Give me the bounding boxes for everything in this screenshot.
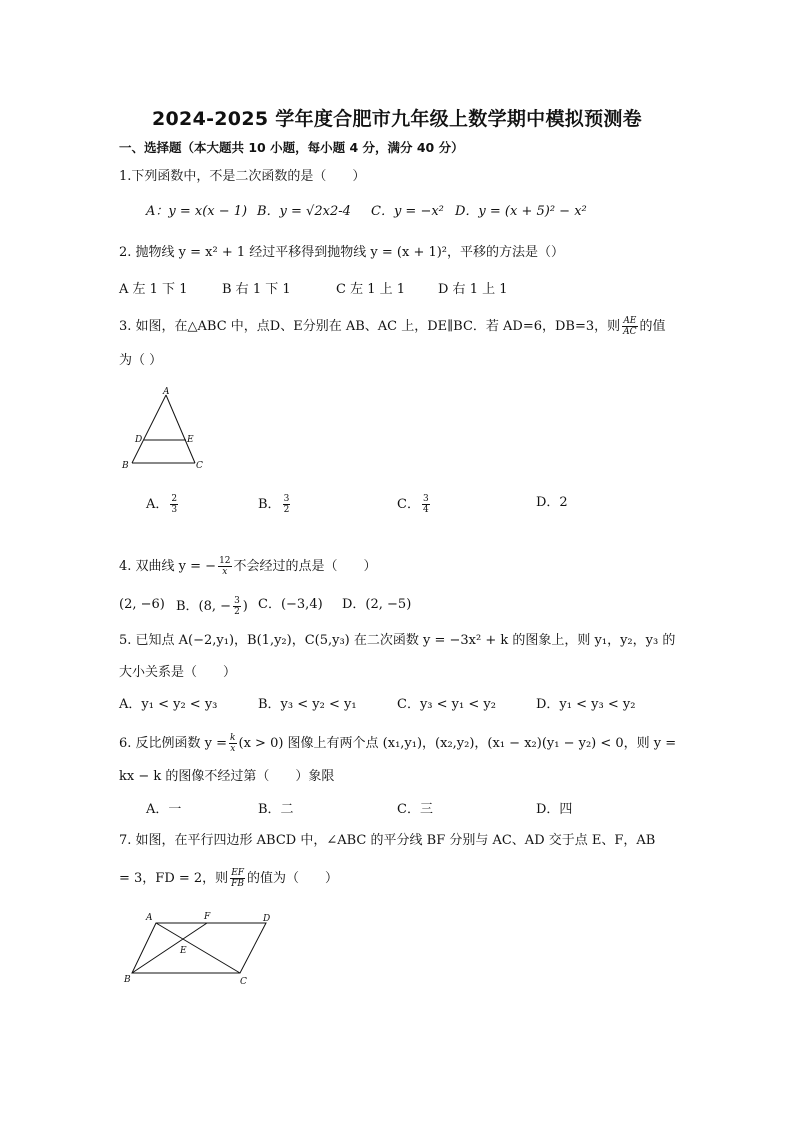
q2-option-b: B 右 1 下 1 bbox=[222, 282, 291, 297]
q1-stem: 1.下列函数中，不是二次函数的是（ ） bbox=[119, 169, 366, 184]
q6-stem-line2: kx − k 的图像不经过第（ ）象限 bbox=[119, 769, 335, 784]
q7-parallelogram-figure bbox=[118, 905, 283, 990]
q4-stem: 4. 双曲线 y = − $\frac{12}{x}$ 不会经过的点是（ ） bbox=[119, 556, 377, 577]
section-heading: 一、选择题（本大题共 10 小题，每小题 4 分，满分 40 分） bbox=[119, 140, 464, 155]
q3-stem-text: 3. 如图，在△ABC 中，点D、E分别在 AB、AC 上，DE∥BC．若 AD=6，DB=3，则 bbox=[119, 319, 621, 334]
q1-option-d: D．y = (x + 5)² − x² bbox=[455, 204, 587, 219]
q6-option-c: C．三 bbox=[397, 802, 433, 817]
q2-option-c: C 左 1 上 1 bbox=[336, 282, 406, 297]
figure-label-d: D bbox=[263, 914, 271, 924]
q3-option-d: D．2 bbox=[536, 495, 568, 510]
parallelogram-abcd bbox=[132, 923, 266, 973]
segment-ab bbox=[132, 395, 166, 463]
page-title: 2024-2025 学年度合肥市九年级上数学期中模拟预测卷 bbox=[152, 108, 642, 130]
figure-label-a: A bbox=[146, 913, 153, 923]
q3-frac-num: AE bbox=[623, 316, 637, 326]
q3-option-b: B． $\frac{3}{2}$ bbox=[258, 494, 290, 515]
segment-ac bbox=[166, 395, 195, 463]
q5-option-c: C．y₃ < y₁ < y₂ bbox=[397, 697, 496, 712]
q7-stem-line2: = 3，FD = 2，则 $\frac{EF}{FB}$ 的值为（ ） bbox=[119, 868, 339, 889]
q7-stem-line1: 7. 如图，在平行四边形 ABCD 中，∠ABC 的平分线 BF 分别与 AC、AD 交于点 E、F，AB bbox=[119, 833, 656, 848]
figure-label-c: C bbox=[196, 461, 203, 471]
q3-frac-den: AC bbox=[623, 327, 637, 337]
q6-stem-line1: 6. 反比例函数 y = $\frac{k}{x}$ (x > 0) 图像上有两个点 (x₁,y₁)，(x₂,y₂)，(x₁ − x₂)(y₁ − y₂) < 0，则 y = bbox=[119, 733, 677, 754]
q5-stem-line1: 5. 已知点 A(−2,y₁)，B(1,y₂)，C(5,y₃) 在二次函数 y = −3x² + k 的图象上，则 y₁，y₂，y₃ 的 bbox=[119, 633, 676, 648]
q1-option-a: A：y = x(x − 1) bbox=[146, 204, 248, 219]
q2-option-a: A 左 1 下 1 bbox=[119, 282, 188, 297]
q4-option-b: B．(8, − $\frac{3}{2}$ ) bbox=[176, 596, 248, 617]
q3-stem-end: 的值 bbox=[639, 319, 666, 334]
q4-option-a: (2, −6) bbox=[119, 597, 165, 612]
figure-label-c: C bbox=[240, 977, 247, 987]
q4-option-c: C．(−3,4) bbox=[258, 597, 323, 612]
q1-option-b: B．y = √2x2-4 bbox=[257, 204, 351, 219]
q2-stem: 2. 抛物线 y = x² + 1 经过平移得到抛物线 y = (x + 1)²，平移的方法是（） bbox=[119, 245, 565, 260]
q5-stem-line2: 大小关系是（ ） bbox=[119, 665, 237, 680]
q6-option-b: B．二 bbox=[258, 802, 294, 817]
q1-option-c: C．y = −x² bbox=[371, 204, 444, 219]
figure-label-e: E bbox=[187, 435, 194, 445]
figure-label-d: D bbox=[135, 435, 143, 445]
q3-fraction bbox=[622, 316, 637, 337]
q3-option-c: C． $\frac{3}{4}$ bbox=[397, 494, 429, 515]
figure-label-f: F bbox=[204, 912, 211, 922]
q3-stem-line2: 为（ ） bbox=[119, 353, 163, 368]
figure-label-a: A bbox=[163, 387, 170, 397]
q5-option-b: B．y₃ < y₂ < y₁ bbox=[258, 697, 357, 712]
figure-label-e: E bbox=[180, 946, 187, 956]
q6-option-a: A．一 bbox=[146, 802, 182, 817]
q3-option-a: A． $\frac{2}{3}$ bbox=[146, 494, 178, 515]
q5-option-a: A．y₁ < y₂ < y₃ bbox=[119, 697, 218, 712]
q4-option-d: D．(2, −5) bbox=[342, 597, 412, 612]
q5-option-d: D．y₁ < y₃ < y₂ bbox=[536, 697, 636, 712]
q3-triangle-figure bbox=[118, 385, 213, 475]
figure-label-b: B bbox=[124, 975, 131, 985]
q3-stem-line1 bbox=[119, 316, 666, 337]
q6-option-d: D．四 bbox=[536, 802, 573, 817]
q2-option-d: D 右 1 上 1 bbox=[438, 282, 508, 297]
figure-label-b: B bbox=[122, 461, 129, 471]
